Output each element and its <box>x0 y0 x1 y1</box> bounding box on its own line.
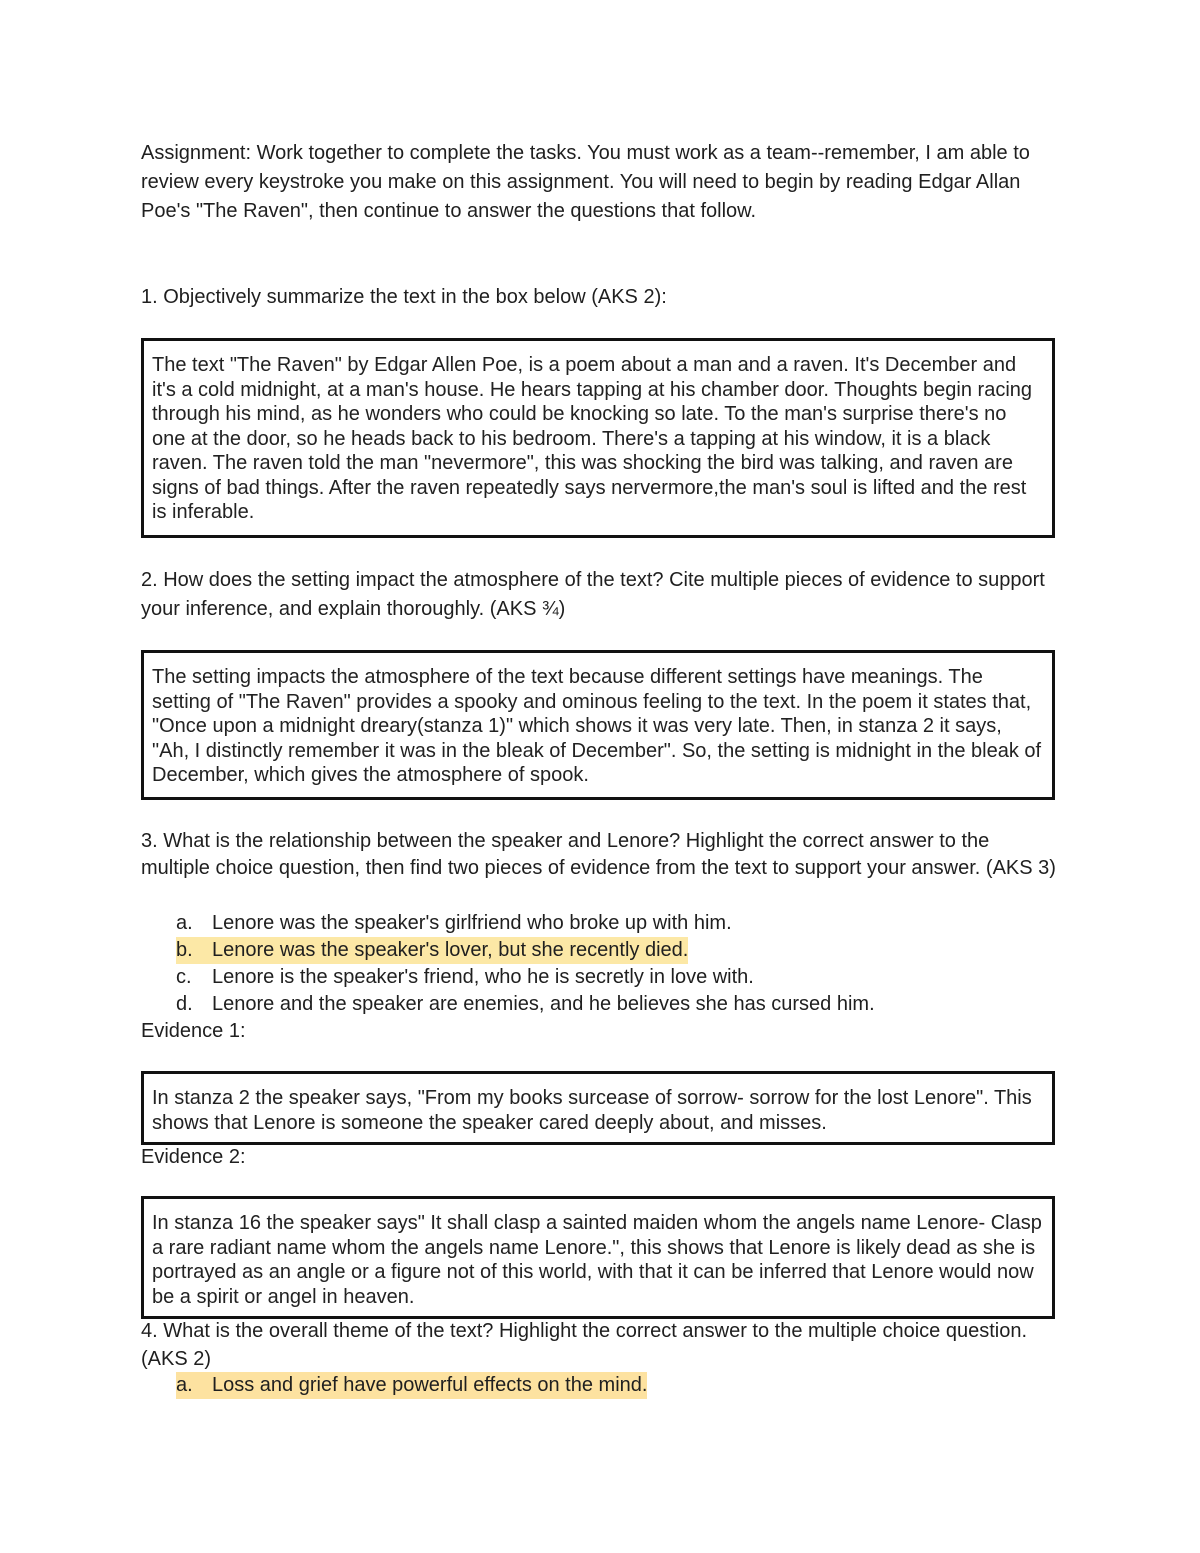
question-4-option-a-highlighted[interactable] <box>176 1372 647 1399</box>
option-text: Loss and grief have powerful effects on the mind. <box>212 1374 648 1396</box>
question-4-prompt: 4. What is the overall theme of the text? Highlight the correct answer to the multiple choice question.(AKS 2) <box>141 1320 1028 1370</box>
option-letter: a. <box>176 1374 193 1396</box>
option-letter: a. <box>176 912 193 934</box>
question-3-option-c[interactable] <box>176 964 754 991</box>
option-letter: b. <box>176 939 193 961</box>
assignment-intro: Assignment: Work together to complete the tasks. You must work as a team--remember, I am able to review every keystroke you make on this assignment. You will need to begin by reading Edgar Allan Poe's "The Raven", then continue to answer the questions that follow. <box>141 142 1030 222</box>
evidence-1-label: Evidence 1: <box>141 1020 246 1042</box>
question-3-prompt: 3. What is the relationship between the speaker and Lenore? Highlight the correct answer to the multiple choice question, then find two pieces of evidence from the text to support your answer. (AKS 3) <box>141 830 1056 879</box>
question-2-answer-text: The setting impacts the atmosphere of the text because different settings have meanings. The setting of "The Raven" provides a spooky and ominous feeling to the text. In the poem it states that, "Once upon a midnight dreary(stanza 1)" which shows it was very late. Then, in stanza 2 it says, "Ah, I distinctly remember it was in the bleak of December". So, the setting is midnight in the bleak of December, which gives the atmosphere of spook. <box>152 666 1042 786</box>
evidence-2-text: In stanza 16 the speaker says" It shall clasp a sainted maiden whom the angels name Lenore- Clasp a rare radiant name whom the angels name Lenore.", this shows that Lenore is likely dead as she is portrayed as an angle or a figure not of this world, with that it can be inferred that Lenore would now be a spirit or angel in heaven. <box>152 1212 1042 1308</box>
evidence-2-box[interactable] <box>141 1196 1055 1319</box>
evidence-2-label: Evidence 2: <box>141 1146 246 1168</box>
evidence-1-text: In stanza 2 the speaker says, "From my books surcease of sorrow- sorrow for the lost Lenore". This shows that Lenore is someone the speaker cared deeply about, and misses. <box>152 1087 1032 1134</box>
question-2-answer-box[interactable] <box>141 650 1055 800</box>
question-1-answer-text: The text "The Raven" by Edgar Allen Poe, is a poem about a man and a raven. It's December and it's a cold midnight, at a man's house. He hears tapping at his chamber door. Thoughts begin racing through his mind, as he wonders who could be knocking so late. To the man's surprise there's no one at the door, so he heads back to his bedroom. There's a tapping at his window, it is a black raven. The raven told the man "nevermore", this was shocking the bird was talking, and raven are signs of bad things. After the raven repeatedly says nervermore,the man's soul is lifted and the rest is inferable. <box>152 354 1033 523</box>
option-text: Lenore and the speaker are enemies, and he believes she has cursed him. <box>212 993 875 1015</box>
question-3-option-d[interactable] <box>176 991 875 1018</box>
question-3-option-a[interactable] <box>176 910 732 937</box>
option-text: Lenore is the speaker's friend, who he is secretly in love with. <box>212 966 754 988</box>
option-text: Lenore was the speaker's lover, but she recently died. <box>212 939 689 961</box>
option-letter: c. <box>176 966 192 988</box>
question-1-prompt: 1. Objectively summarize the text in the box below (AKS 2): <box>141 286 667 308</box>
question-1-answer-box[interactable] <box>141 338 1055 538</box>
option-letter: d. <box>176 993 193 1015</box>
evidence-1-box[interactable] <box>141 1071 1055 1145</box>
option-text: Lenore was the speaker's girlfriend who broke up with him. <box>212 912 732 934</box>
question-2-prompt: 2. How does the setting impact the atmosphere of the text? Cite multiple pieces of evidence to support your inference, and explain thoroughly. (AKS ¾) <box>141 569 1045 620</box>
question-3-option-b-highlighted[interactable] <box>176 937 688 964</box>
